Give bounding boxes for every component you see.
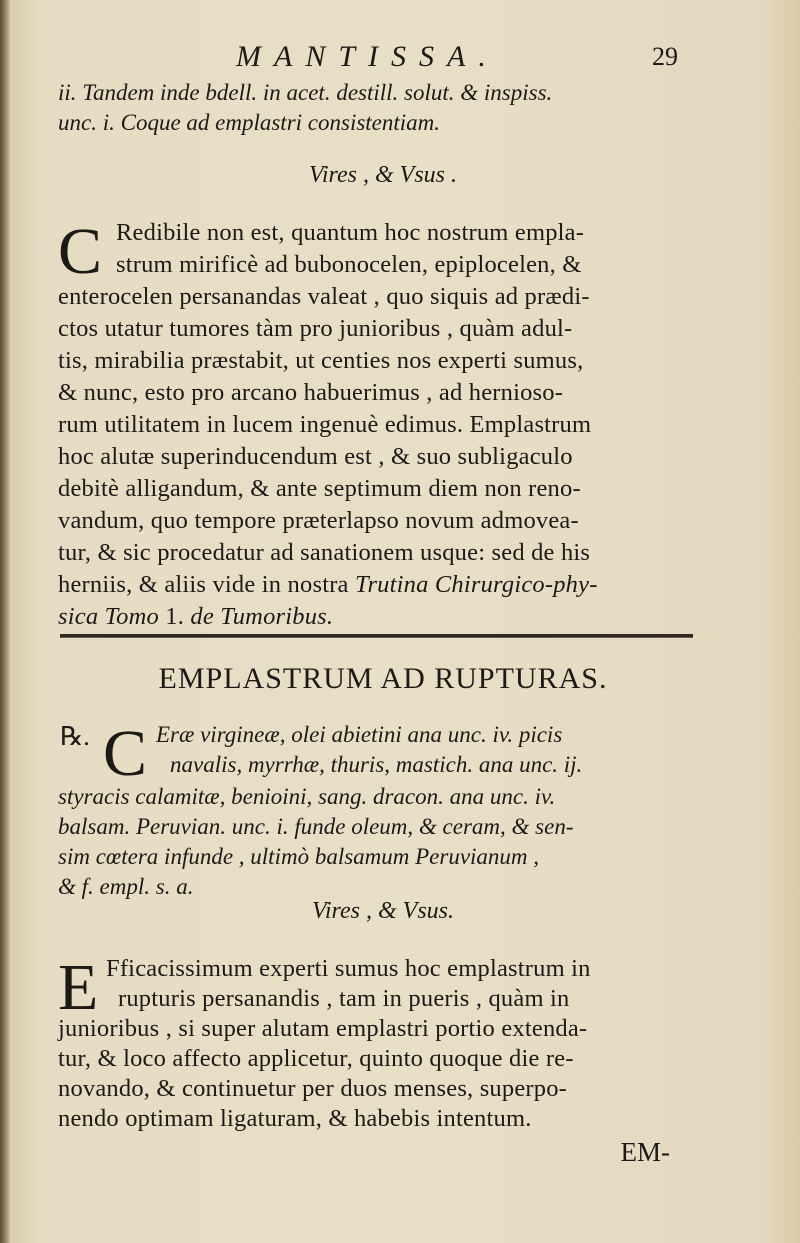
recipe-line-1: Eræ virgineæ, olei abietini ana unc. iv. picis xyxy=(156,722,563,747)
body-line-4: ctos utatur tumores tàm pro junioribus , quàm adul- xyxy=(58,315,573,342)
body2-line-2: rupturis persanandis , tam in pueris , quàm in xyxy=(118,985,570,1012)
body-line-5: tis, mirabilia præstabit, ut centies nos experti sumus, xyxy=(58,347,584,374)
body2-line-5: novando, & continuetur per duos menses, superpo- xyxy=(58,1075,568,1102)
body-line-7: rum utilitatem in lucem ingenuè edimus. Emplastrum xyxy=(58,411,592,438)
recipe-line-6: & f. empl. s. a. xyxy=(58,874,194,899)
intro-line-1: ii. Tandem inde bdell. in acet. destill. solut. & inspiss. xyxy=(58,80,553,105)
body-line-10: vandum, quo tempore præterlapso novum admovea- xyxy=(58,507,579,534)
book-title-tomo: sica Tomo xyxy=(58,603,166,630)
body2-line-1: Fficacissimum experti sumus hoc emplastrum in xyxy=(106,955,591,982)
section-subheading: Vires , & Vsus . xyxy=(309,162,457,188)
section-heading-emplastrum: EMPLASTRUM AD RUPTURAS. xyxy=(158,662,608,695)
body2-line-3: junioribus , si super alutam emplastri portio extenda- xyxy=(58,1015,588,1042)
recipe-line-4: balsam. Peruvian. unc. i. funde oleum, & ceram, & sen- xyxy=(58,814,574,839)
running-title: MANTISSA. xyxy=(236,40,499,73)
section-subheading-2: Vires , & Vsus. xyxy=(312,898,454,924)
section-divider-rule xyxy=(60,634,693,638)
catchword: EM- xyxy=(620,1137,670,1167)
book-title-tumoribus: de Tumoribus. xyxy=(190,603,334,630)
recipe-line-3: styracis calamitæ, benioini, sang. dracon. ana unc. iv. xyxy=(58,784,556,809)
body-line-1: Redibile non est, quantum hoc nostrum empla- xyxy=(116,219,585,246)
recipe-symbol: ℞. xyxy=(60,722,90,751)
dropcap-e: E xyxy=(58,951,99,1024)
body-line-12-roman: herniis, & aliis vide in nostra xyxy=(58,571,355,598)
book-binding-edge xyxy=(0,0,10,1243)
body2-line-6: nendo optimam ligaturam, & habebis intentum. xyxy=(58,1105,532,1132)
dropcap-c: C xyxy=(58,215,103,288)
body-line-3: enterocelen persanandas valeat , quo siquis ad prædi- xyxy=(58,283,590,310)
intro-line-2: unc. i. Coque ad emplastri consistentiam. xyxy=(58,110,441,135)
body-line-9: debitè alligandum, & ante septimum diem non reno- xyxy=(58,475,581,502)
running-head xyxy=(58,40,708,74)
dropcap-c-recipe: C xyxy=(103,717,148,790)
body-line-13 xyxy=(58,604,333,630)
body-line-12 xyxy=(58,572,598,598)
body-line-11: tur, & sic procedatur ad sanationem usque: sed de his xyxy=(58,539,591,566)
recipe-line-5: sim cœtera infunde , ultimò balsamum Peruvianum , xyxy=(58,844,540,869)
body-line-2: strum mirificè ad bubonocelen, epiplocelen, & xyxy=(116,251,582,278)
book-title-trutina: Trutina Chirurgico-phy- xyxy=(354,571,598,598)
body2-line-4: tur, & loco affecto applicetur, quinto quoque die re- xyxy=(58,1045,574,1072)
page-number: 29 xyxy=(652,42,678,71)
body-line-6: & nunc, esto pro arcano habuerimus , ad herniosо- xyxy=(58,379,564,406)
recipe-line-2: navalis, myrrhæ, thuris, mastich. ana unc. ij. xyxy=(170,752,583,777)
body-line-8: hoc alutæ superinducendum est , & suo subligaculo xyxy=(58,443,573,470)
tome-number: 1. xyxy=(165,603,191,630)
